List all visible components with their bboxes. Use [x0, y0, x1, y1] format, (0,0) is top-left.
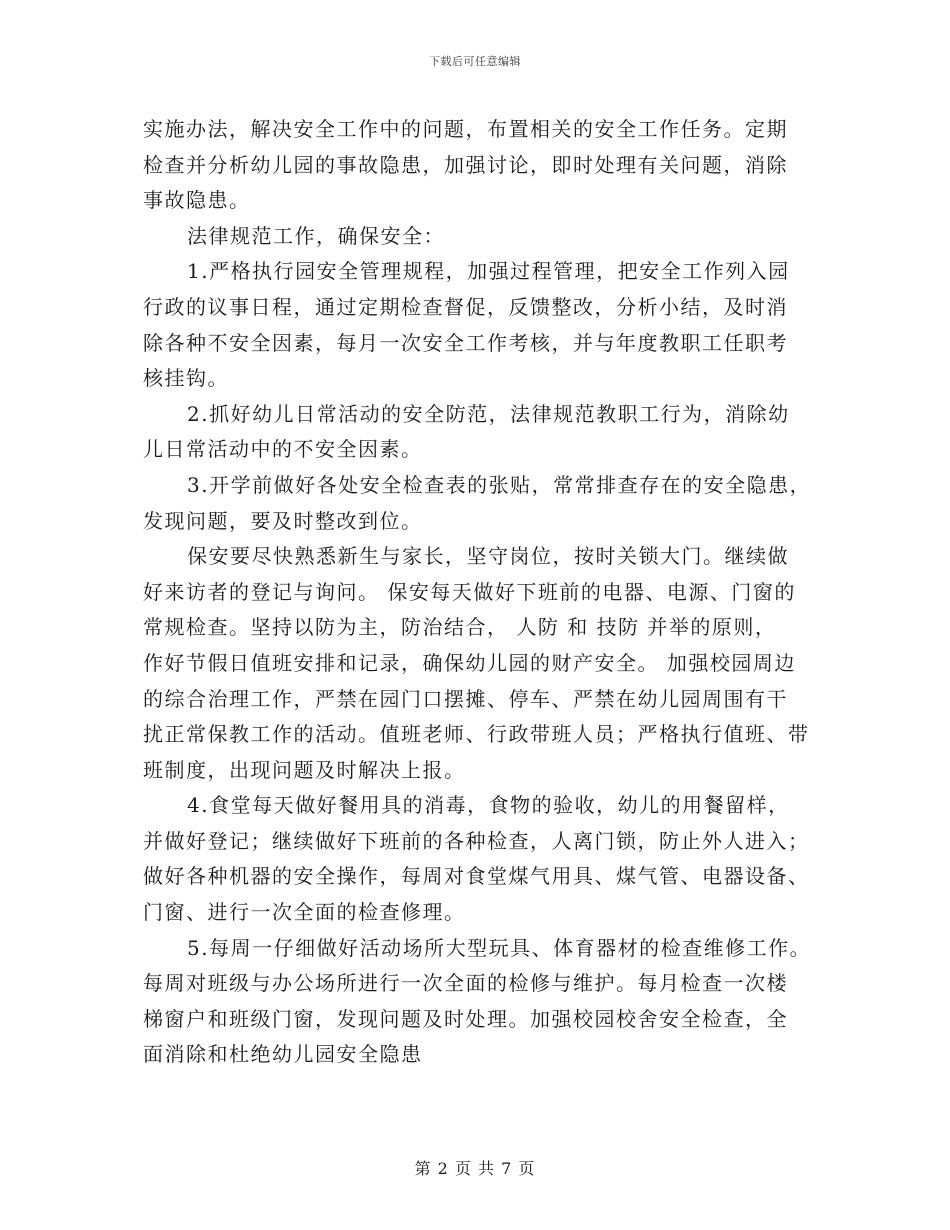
- document-body: [143, 112, 812, 1073]
- body-line: 门窗、进行一次全面的检查修理。: [143, 900, 466, 925]
- body-line: 核挂钩。: [143, 366, 229, 391]
- body-line: 面消除和杜绝幼儿园安全隐患: [143, 1042, 423, 1067]
- body-line: 3.开学前做好各处安全检查表的张贴，常常排查存在的安全隐患，: [187, 472, 812, 497]
- body-line: 事故隐患。: [143, 188, 251, 213]
- body-line: 除各种不安全因素，每月一次安全工作考核，并与年度教职工任职考: [143, 330, 788, 355]
- body-line: 4.食堂每天做好餐用具的消毒，食物的验收，幼儿的用餐留样，: [187, 793, 790, 818]
- body-line: 保安要尽快熟悉新生与家长，坚守岗位，按时关锁大门。继续做: [187, 544, 789, 569]
- body-line: 好来访者的登记与询问。 保安每天做好下班前的电器、电源、门窗的: [143, 579, 796, 604]
- body-line: 法律规范工作，确保安全：: [187, 223, 445, 248]
- body-line: 梯窗户和班级门窗，发现问题及时处理。加强校园校舍安全检查，全: [143, 1006, 788, 1031]
- body-line: 发现问题，要及时整改到位。: [143, 508, 423, 533]
- page-header: 下载后可任意编辑: [429, 55, 521, 68]
- body-line: 班制度，出现问题及时解决上报。: [143, 757, 466, 782]
- body-line: 1.严格执行园安全管理规程，加强过程管理，把安全工作列入园: [187, 259, 790, 284]
- body-line: 并做好登记；继续做好下班前的各种检查，人离门锁，防止外人进入；: [143, 828, 810, 853]
- body-line: 5.每周一仔细做好活动场所大型玩具、体育器材的检查维修工作。: [187, 935, 812, 960]
- body-line: 的综合治理工作，严禁在园门口摆摊、停车、严禁在幼儿园周围有干: [143, 686, 788, 711]
- body-line: 2.抓好幼儿日常活动的安全防范，法律规范教职工行为，消除幼: [187, 401, 790, 426]
- body-line: 扰正常保教工作的活动。值班老师、行政带班人员；严格执行值班、带: [143, 722, 810, 747]
- body-line: 每周对班级与办公场所进行一次全面的检修与维护。每月检查一次楼: [143, 971, 788, 996]
- body-line: 检查并分析幼儿园的事故隐患，加强讨论，即时处理有关问题，消除: [143, 152, 788, 177]
- body-line: 实施办法，解决安全工作中的问题，布置相关的安全工作任务。定期: [143, 117, 788, 141]
- body-line: 常规检查。坚持以防为主，防治结合， 人防 和 技防 并举的原则，: [143, 615, 777, 640]
- body-line: 做好各种机器的安全操作，每周对食堂煤气用具、煤气管、电器设备、: [143, 864, 810, 889]
- body-line: 作好节假日值班安排和记录，确保幼儿园的财产安全。 加强校园周边: [143, 650, 796, 675]
- page-number: 第 2 页 共 7 页: [414, 1159, 536, 1178]
- body-line: 儿日常活动中的不安全因素。: [143, 437, 423, 462]
- body-line: 行政的议事日程，通过定期检查督促，反馈整改，分析小结，及时消: [143, 294, 788, 319]
